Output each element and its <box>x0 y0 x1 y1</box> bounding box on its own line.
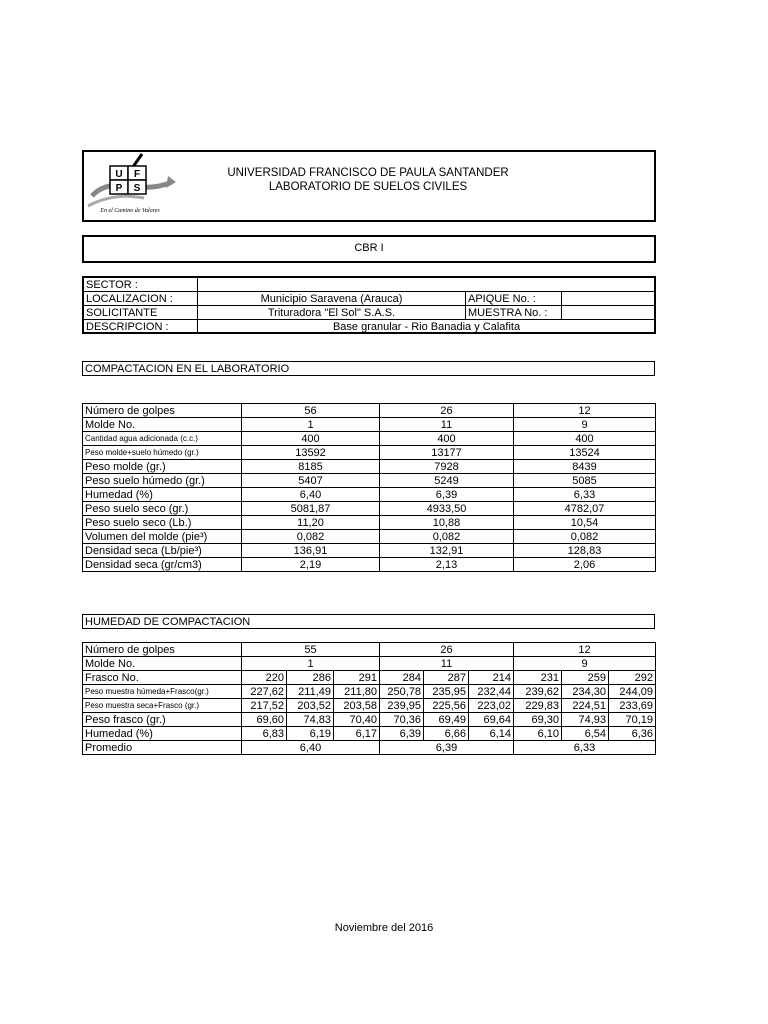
humidity-molde-row-cell: 11 <box>380 657 514 671</box>
compaction-row <box>83 474 656 488</box>
compaction-row-label: Cantidad agua adicionada (c.c.) <box>83 432 242 446</box>
humidity-cell: 234,30 <box>562 685 609 699</box>
compaction-row <box>83 404 656 418</box>
humidity-cell: 220 <box>242 671 287 685</box>
compaction-cell: 128,83 <box>514 544 656 558</box>
compaction-row <box>83 516 656 530</box>
humidity-molde-row-cell: 1 <box>242 657 380 671</box>
humidity-promedio-row-cell: 6,39 <box>380 741 514 755</box>
humidity-cell: 214 <box>469 671 514 685</box>
compaction-cell: 5081,87 <box>242 502 380 516</box>
humidity-row <box>83 671 656 685</box>
humidity-cell: 250,78 <box>380 685 424 699</box>
compaction-row <box>83 558 656 572</box>
compaction-cell: 13592 <box>242 446 380 460</box>
compaction-cell: 5085 <box>514 474 656 488</box>
compaction-cell: 8439 <box>514 460 656 474</box>
humidity-cell: 239,95 <box>380 699 424 713</box>
compaction-cell: 12 <box>514 404 656 418</box>
compaction-cell: 7928 <box>380 460 514 474</box>
info-table <box>83 277 656 334</box>
svg-text:S: S <box>133 183 141 194</box>
humidity-cell: 286 <box>287 671 334 685</box>
compaction-cell: 0,082 <box>242 530 380 544</box>
compaction-table <box>82 403 656 572</box>
compaction-cell: 26 <box>380 404 514 418</box>
humidity-golpes-row-cell: 26 <box>380 643 514 657</box>
compaction-cell: 6,39 <box>380 488 514 502</box>
compaction-row-label: Peso suelo seco (Lb.) <box>83 516 242 530</box>
compaction-row-label: Densidad seca (Lb/pie³) <box>83 544 242 558</box>
humidity-molde-row <box>83 657 656 671</box>
humidity-cell: 6,54 <box>562 727 609 741</box>
compaction-cell: 9 <box>514 418 656 432</box>
humidity-golpes-row-label: Número de golpes <box>83 643 242 657</box>
humidity-golpes-row <box>83 643 656 657</box>
compaction-cell: 400 <box>242 432 380 446</box>
humidity-cell: 6,17 <box>334 727 380 741</box>
humidity-cell: 233,69 <box>609 699 656 713</box>
humidity-cell: 6,83 <box>242 727 287 741</box>
humidity-cell: 69,30 <box>514 713 562 727</box>
footer-date: Noviembre del 2016 <box>334 922 434 934</box>
humidity-cell: 69,49 <box>424 713 469 727</box>
humidity-cell: 70,36 <box>380 713 424 727</box>
compaction-cell: 2,13 <box>380 558 514 572</box>
humidity-cell: 69,64 <box>469 713 514 727</box>
compaction-cell: 2,06 <box>514 558 656 572</box>
compaction-cell: 4782,07 <box>514 502 656 516</box>
compaction-row-label: Volumen del molde (pie³) <box>83 530 242 544</box>
compaction-row-label: Humedad (%) <box>83 488 242 502</box>
compaction-title: COMPACTACION EN EL LABORATORIO <box>83 362 655 376</box>
apique-value <box>562 292 656 306</box>
humidity-row <box>83 727 656 741</box>
humidity-golpes-row-cell: 12 <box>514 643 656 657</box>
humidity-row <box>83 685 656 699</box>
compaction-cell: 6,40 <box>242 488 380 502</box>
humidity-cell: 74,93 <box>562 713 609 727</box>
humidity-cell: 259 <box>562 671 609 685</box>
humidity-cell: 211,80 <box>334 685 380 699</box>
compaction-cell: 10,88 <box>380 516 514 530</box>
humidity-row <box>83 713 656 727</box>
laboratory-name: LABORATORIO DE SUELOS CIVILES <box>268 181 468 193</box>
compaction-row <box>83 418 656 432</box>
localizacion-value: Municipio Saravena (Arauca) <box>198 292 466 306</box>
compaction-cell: 0,082 <box>380 530 514 544</box>
svg-text:U: U <box>115 169 123 180</box>
humidity-table <box>82 642 656 755</box>
compaction-cell: 10,54 <box>514 516 656 530</box>
humidity-title: HUMEDAD DE COMPACTACION <box>83 615 655 629</box>
compaction-row <box>83 544 656 558</box>
humidity-cell: 223,02 <box>469 699 514 713</box>
humidity-cell: 292 <box>609 671 656 685</box>
humidity-cell: 69,60 <box>242 713 287 727</box>
humidity-cell: 203,52 <box>287 699 334 713</box>
muestra-label: MUESTRA No. : <box>466 306 562 320</box>
compaction-cell: 56 <box>242 404 380 418</box>
apique-label: APIQUE No. : <box>466 292 562 306</box>
compaction-row-label: Peso suelo seco (gr.) <box>83 502 242 516</box>
compaction-row-label: Molde No. <box>83 418 242 432</box>
humidity-cell: 229,83 <box>514 699 562 713</box>
compaction-row <box>83 502 656 516</box>
humidity-cell: 287 <box>424 671 469 685</box>
humidity-cell: 6,14 <box>469 727 514 741</box>
humidity-promedio-row-cell: 6,40 <box>242 741 380 755</box>
humidity-cell: 235,95 <box>424 685 469 699</box>
compaction-row <box>83 432 656 446</box>
humidity-cell: 231 <box>514 671 562 685</box>
compaction-cell: 13177 <box>380 446 514 460</box>
doc-title: CBR I <box>354 242 384 254</box>
compaction-cell: 2,19 <box>242 558 380 572</box>
descripcion-value: Base granular - Rio Banadia y Calafita <box>198 320 656 334</box>
humidity-golpes-row-cell: 55 <box>242 643 380 657</box>
humidity-molde-row-cell: 9 <box>514 657 656 671</box>
humidity-row-label: Humedad (%) <box>83 727 242 741</box>
compaction-cell: 11,20 <box>242 516 380 530</box>
humidity-cell: 225,56 <box>424 699 469 713</box>
compaction-row-label: Densidad seca (gr/cm3) <box>83 558 242 572</box>
compaction-cell: 6,33 <box>514 488 656 502</box>
compaction-cell: 132,91 <box>380 544 514 558</box>
compaction-cell: 400 <box>380 432 514 446</box>
humidity-promedio-row <box>83 741 656 755</box>
humidity-molde-row-label: Molde No. <box>83 657 242 671</box>
humidity-section-header <box>82 614 655 629</box>
humidity-cell: 6,36 <box>609 727 656 741</box>
compaction-row-label: Número de golpes <box>83 404 242 418</box>
humidity-row-label: Peso muestra seca+Frasco (gr.) <box>83 699 242 713</box>
descripcion-label: DESCRIPCION : <box>84 320 198 334</box>
compaction-row-label: Peso molde (gr.) <box>83 460 242 474</box>
humidity-cell: 217,52 <box>242 699 287 713</box>
compaction-row <box>83 460 656 474</box>
compaction-cell: 4933,50 <box>380 502 514 516</box>
compaction-row <box>83 488 656 502</box>
humidity-row-label: Peso frasco (gr.) <box>83 713 242 727</box>
compaction-row-label: Peso suelo húmedo (gr.) <box>83 474 242 488</box>
compaction-section-header <box>82 361 655 376</box>
muestra-value <box>562 306 656 320</box>
humidity-cell: 6,39 <box>380 727 424 741</box>
compaction-row <box>83 530 656 544</box>
svg-text:En el Camino de Valores: En el Camino de Valores <box>100 208 160 214</box>
humidity-row-label: Frasco No. <box>83 671 242 685</box>
compaction-cell: 400 <box>514 432 656 446</box>
humidity-cell: 6,19 <box>287 727 334 741</box>
solicitante-value: Trituradora "El Sol" S.A.S. <box>198 306 466 320</box>
humidity-cell: 6,66 <box>424 727 469 741</box>
compaction-cell: 13524 <box>514 446 656 460</box>
sector-value <box>198 278 656 292</box>
humidity-row-label: Peso muestra húmeda+Frasco(gr.) <box>83 685 242 699</box>
humidity-cell: 74,83 <box>287 713 334 727</box>
compaction-row <box>83 446 656 460</box>
svg-text:F: F <box>133 169 141 180</box>
humidity-cell: 232,44 <box>469 685 514 699</box>
sector-label: SECTOR : <box>84 278 198 292</box>
compaction-row-label: Peso molde+suelo húmedo (gr.) <box>83 446 242 460</box>
compaction-cell: 0,082 <box>514 530 656 544</box>
humidity-row <box>83 699 656 713</box>
university-name: UNIVERSIDAD FRANCISCO DE PAULA SANTANDER <box>227 167 509 179</box>
compaction-cell: 136,91 <box>242 544 380 558</box>
compaction-cell: 8185 <box>242 460 380 474</box>
compaction-cell: 5249 <box>380 474 514 488</box>
humidity-cell: 211,49 <box>287 685 334 699</box>
humidity-cell: 203,58 <box>334 699 380 713</box>
humidity-cell: 291 <box>334 671 380 685</box>
compaction-cell: 11 <box>380 418 514 432</box>
humidity-cell: 284 <box>380 671 424 685</box>
localizacion-label: LOCALIZACION : <box>84 292 198 306</box>
humidity-cell: 227,62 <box>242 685 287 699</box>
compaction-cell: 5407 <box>242 474 380 488</box>
humidity-cell: 70,19 <box>609 713 656 727</box>
humidity-cell: 224,51 <box>562 699 609 713</box>
solicitante-label: SOLICITANTE <box>84 306 198 320</box>
humidity-promedio-row-label: Promedio <box>83 741 242 755</box>
svg-text:P: P <box>115 183 123 194</box>
compaction-cell: 1 <box>242 418 380 432</box>
humidity-promedio-row-cell: 6,33 <box>514 741 656 755</box>
humidity-cell: 6,10 <box>514 727 562 741</box>
humidity-cell: 70,40 <box>334 713 380 727</box>
humidity-cell: 244,09 <box>609 685 656 699</box>
humidity-cell: 239,62 <box>514 685 562 699</box>
university-logo <box>84 152 176 218</box>
